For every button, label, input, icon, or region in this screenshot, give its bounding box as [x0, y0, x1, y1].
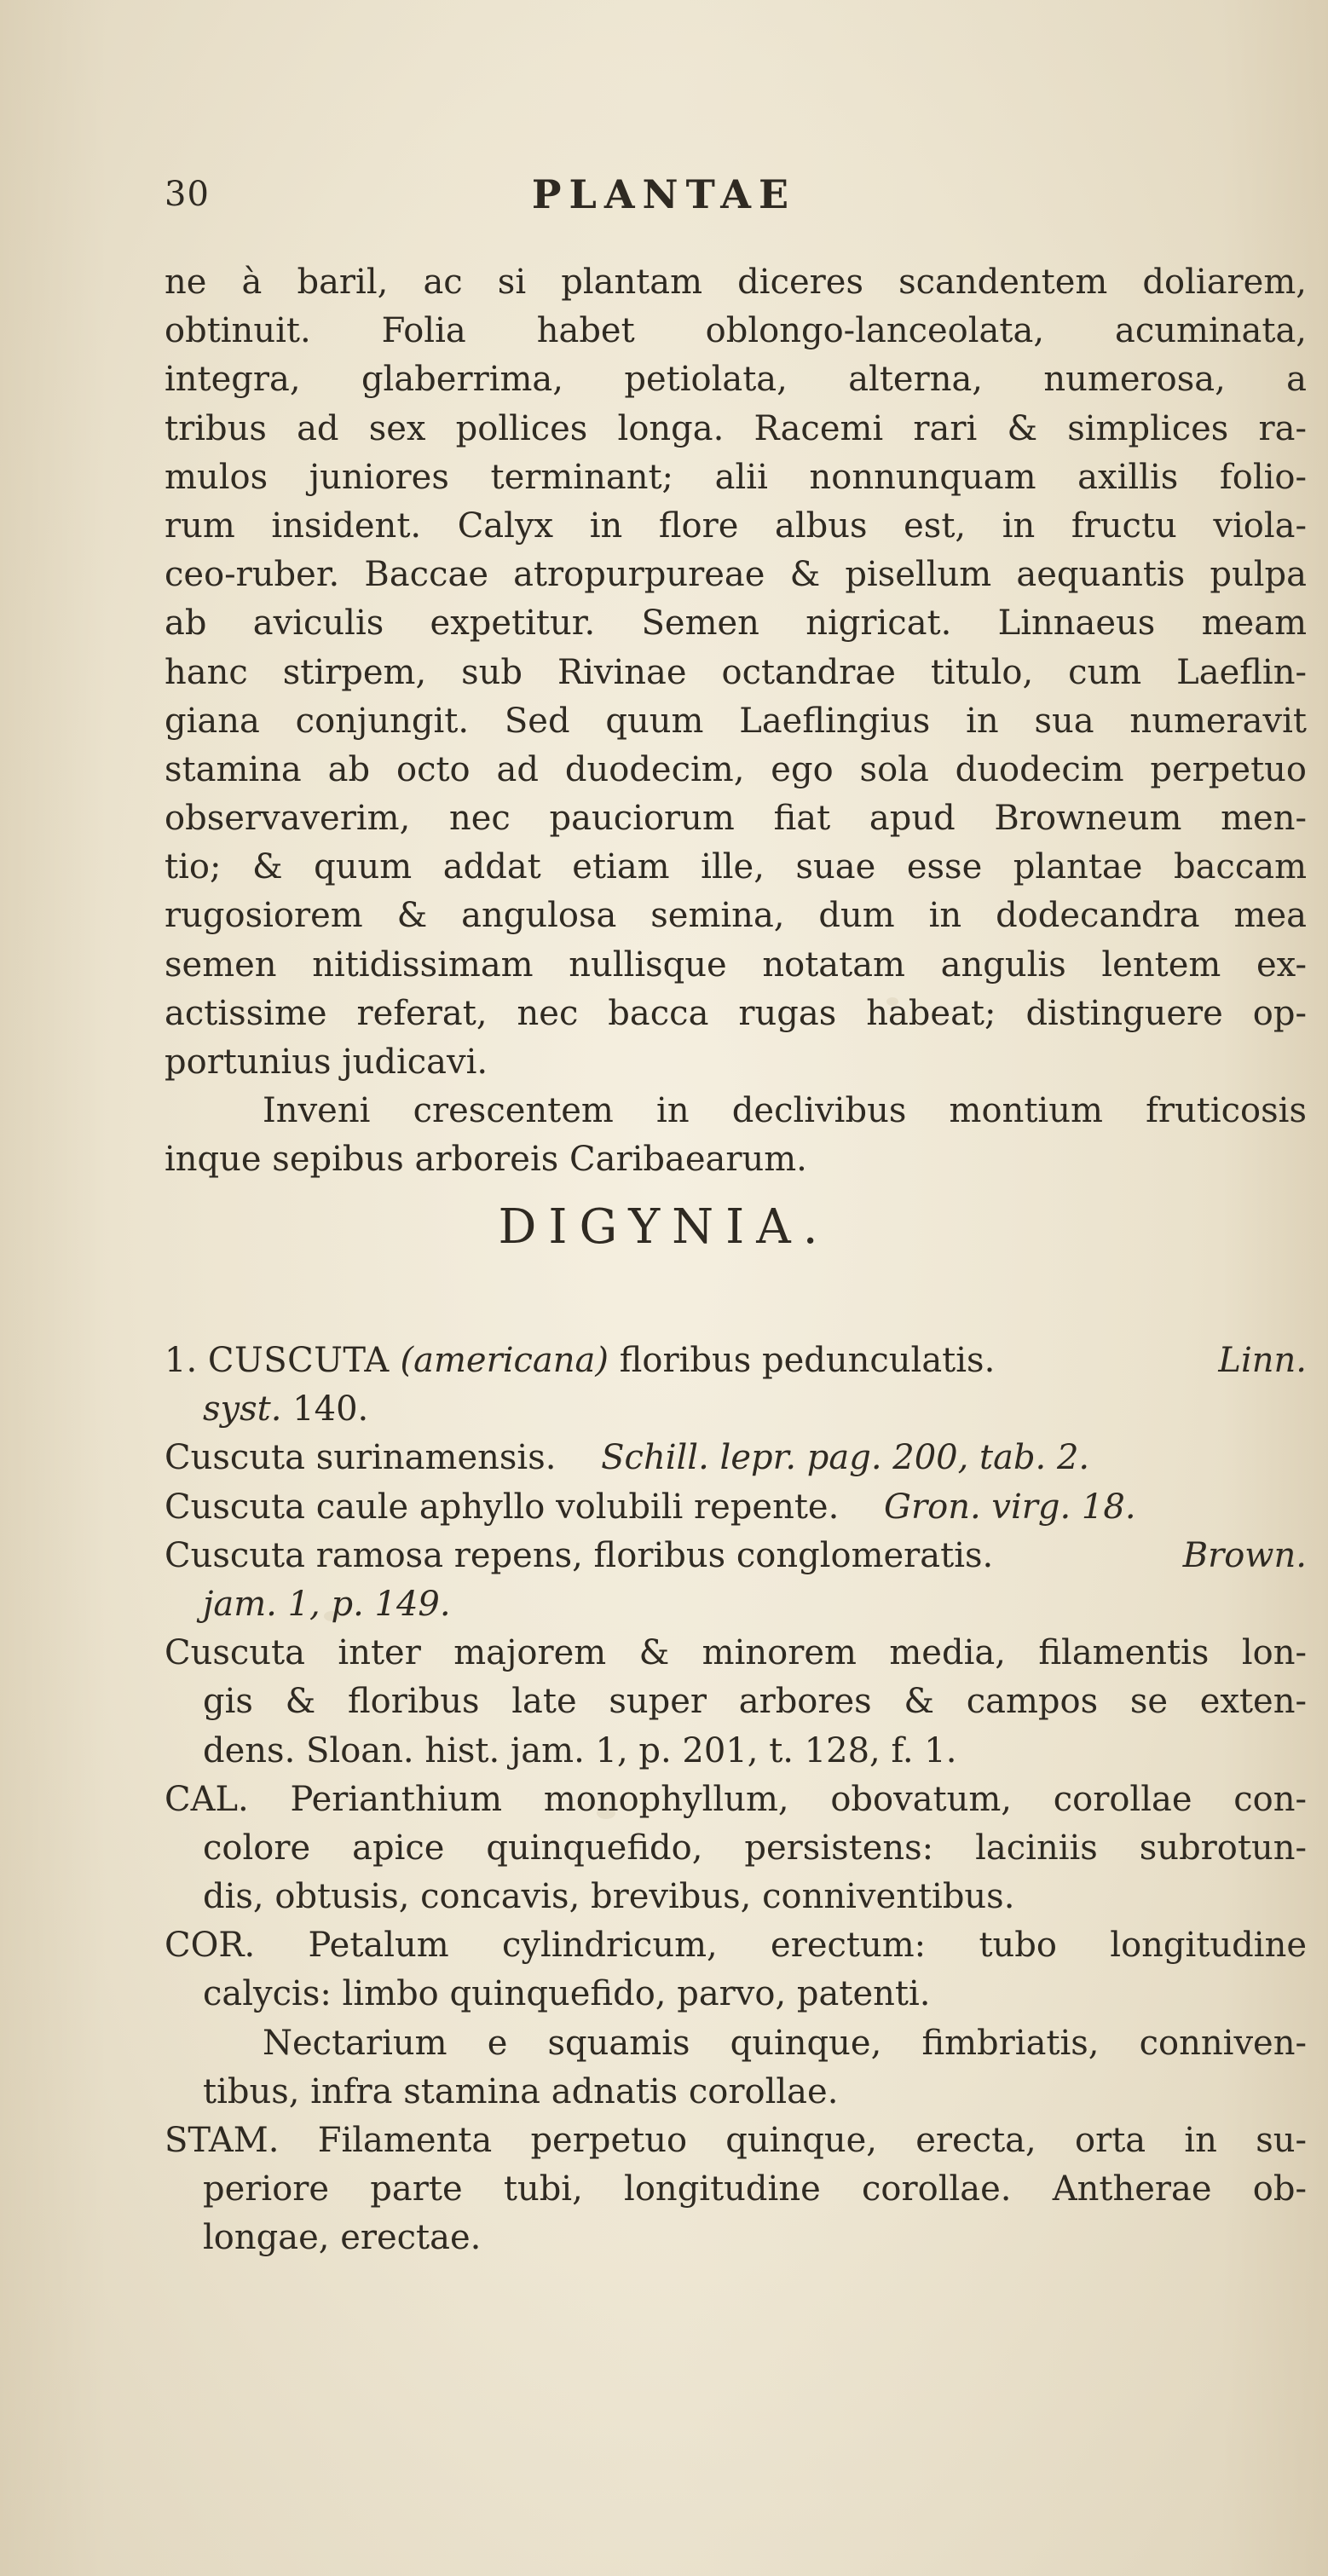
- text-line: obtinuit. Folia habet oblongo-lanceolata, acuminata,: [165, 311, 1307, 351]
- paragraph-main: [165, 258, 1307, 1185]
- text-line: ne à baril, ac si plantam diceres scandentem doliarem,: [165, 263, 1307, 302]
- text-line: tribus ad sex pollices longa. Racemi rari & simplices ra-: [165, 408, 1307, 448]
- text-line: Inveni crescentem in declivibus montium fruticosis: [263, 1091, 1307, 1131]
- synonym-text: Cuscuta ramosa repens, floribus conglomeratis.: [165, 1535, 994, 1575]
- text-line: rugosiorem & angulosa semina, dum in dodecandra mea: [165, 896, 1307, 936]
- synonym-line: [165, 1483, 1307, 1532]
- synonym-text: Cuscuta caule aphyllo volubili repente.: [165, 1487, 840, 1527]
- species-epithet: (americana): [400, 1341, 609, 1380]
- description-line: periore parte tubi, longitudine corollae. Antherae ob-: [203, 2169, 1307, 2209]
- text-line: dens. Sloan. hist. jam. 1, p. 201, t. 128, f. 1.: [203, 1730, 957, 1770]
- section-heading: DIGYNIA.: [498, 1199, 830, 1255]
- reference-work: syst.: [203, 1389, 282, 1430]
- description-line: tibus, infra stamina adnatis corollae.: [203, 2071, 839, 2111]
- reference-page: 140.: [292, 1389, 369, 1430]
- text-line: ceo-ruber. Baccae atropurpureae & pisellum aequantis pulpa: [165, 555, 1307, 595]
- text-line: ab aviculis expetitur. Semen nigricat. Linnaeus meam: [165, 604, 1307, 644]
- text-line: portunius judicavi.: [165, 1043, 488, 1082]
- description-line: longae, erectae.: [203, 2218, 482, 2258]
- page-header-title: PLANTAE: [531, 171, 797, 217]
- text-line: gis & floribus late super arbores & campos se exten-: [203, 1682, 1307, 1722]
- text-line: tio; & quum addat etiam ille, suae esse plantae baccam: [165, 847, 1307, 887]
- text-line: integra, glaberrima, petiolata, alterna, numerosa, a: [165, 360, 1307, 400]
- text-line: rum insident. Calyx in flore albus est, in fructu viola-: [165, 505, 1307, 546]
- text-line: stamina ab octo ad duodecim, ego sola duodecim perpetuo: [165, 749, 1307, 789]
- description-line: Nectarium e squamis quinque, fimbriatis, conniven-: [263, 2023, 1307, 2063]
- synonym-line: jam. 1, p. 149.: [203, 1584, 451, 1624]
- diagnosis-text: floribus pedunculatis.: [619, 1341, 996, 1380]
- reference-line: [165, 1385, 1307, 1434]
- synonym-reference: Gron. virg. 18.: [884, 1487, 1136, 1527]
- entry-number: 1.: [165, 1341, 198, 1380]
- description-line: dis, obtusis, concavis, brevibus, conniventibus.: [203, 1877, 1015, 1917]
- synonym-text: Cuscuta surinamensis.: [165, 1438, 557, 1478]
- text-line: mulos juniores terminant; alii nonnunquam axillis folio-: [165, 457, 1307, 497]
- text-line: actissime referat, nec bacca rugas habeat; distinguere op-: [165, 993, 1307, 1033]
- genus-name: CUSCUTA: [207, 1341, 390, 1380]
- synonym-reference: Brown.: [1182, 1535, 1307, 1575]
- page-number: 30: [165, 175, 210, 214]
- synonym-line: [165, 1434, 1307, 1482]
- text-line: hanc stirpem, sub Rivinae octandrae titulo, cum Laeflin-: [165, 652, 1307, 692]
- text-line: Cuscuta inter majorem & minorem media, filamentis lon-: [165, 1633, 1307, 1673]
- description-line: CAL. Perianthium monophyllum, obovatum, corollae con-: [165, 1779, 1307, 1819]
- text-line: observaverim, nec pauciorum fiat apud Browneum men-: [165, 799, 1307, 839]
- text-line: giana conjungit. Sed quum Laeflingius in sua numeravit: [165, 701, 1307, 741]
- description-line: colore apice quinquefido, persistens: laciniis subrotun-: [203, 1828, 1307, 1868]
- reference-author: Linn.: [1218, 1341, 1307, 1380]
- text-line: semen nitidissimam nullisque notatam angulis lentem ex-: [165, 944, 1307, 985]
- running-head: [0, 171, 1328, 226]
- description-line: calycis: limbo quinquefido, parvo, patenti.: [203, 1974, 931, 2014]
- entry-heading-line: [165, 1337, 1307, 1385]
- synonym-reference: Schill. lepr. pag. 200, tab. 2.: [601, 1438, 1090, 1478]
- species-entry: [165, 1337, 1307, 2263]
- description-line: COR. Petalum cylindricum, erectum: tubo longitudine: [165, 1926, 1307, 1966]
- synonym-line: [165, 1532, 1307, 1580]
- description-line: STAM. Filamenta perpetuo quinque, erecta, orta in su-: [165, 2121, 1307, 2160]
- text-line: inque sepibus arboreis Caribaearum.: [165, 1140, 807, 1180]
